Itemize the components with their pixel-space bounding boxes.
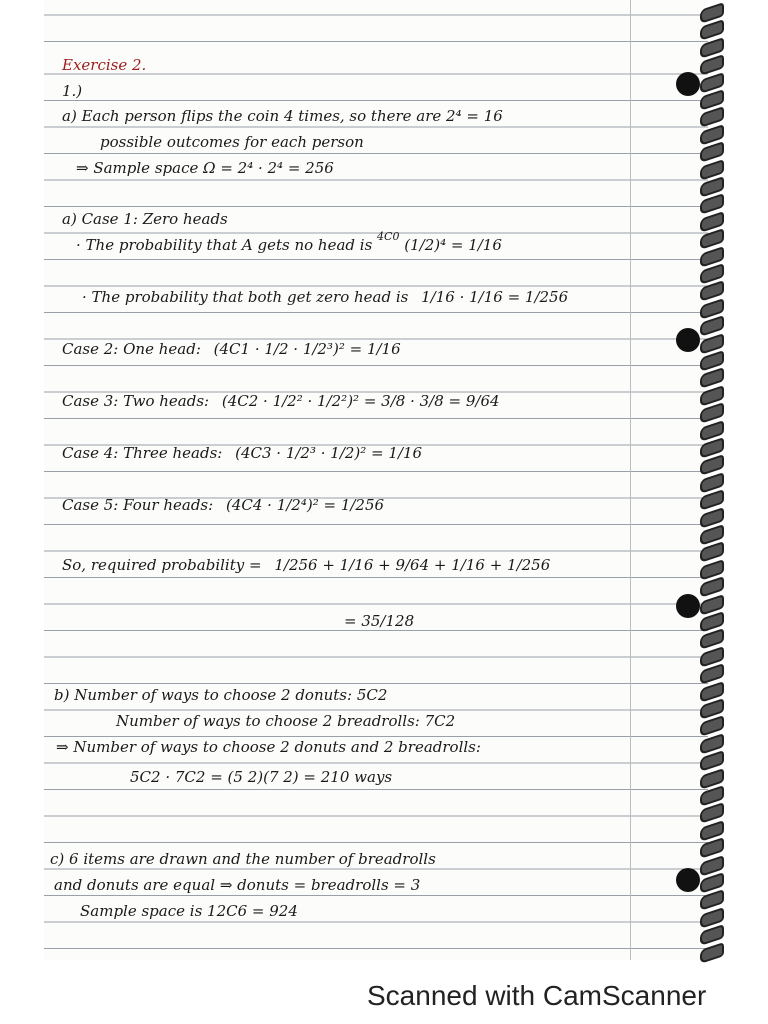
required-probability xyxy=(62,556,550,574)
part-a-line-3: ⇒ Sample space Ω = 2⁴ · 2⁴ = 256 xyxy=(76,159,334,177)
case-1-line-2 xyxy=(82,288,568,306)
case-4-expr: (4C3 · 1/2³ · 1/2)² = 1/16 xyxy=(235,444,423,462)
part-c-line-2: and donuts are equal ⇒ donuts = breadrolls = 3 xyxy=(54,876,421,894)
case-2-label: Case 2: One head: xyxy=(62,340,201,358)
case-4 xyxy=(62,444,422,462)
case-1-line-2-expr: 1/16 · 1/16 = 1/256 xyxy=(421,288,569,306)
punch-hole xyxy=(676,594,700,618)
part-b-line-4: 5C2 · 7C2 = (5 2)(7 2) = 210 ways xyxy=(130,768,393,786)
part-c-line-1: c) 6 items are drawn and the number of breadrolls xyxy=(50,850,436,868)
required-result: = 35/128 xyxy=(344,612,415,630)
required-sum: 1/256 + 1/16 + 9/64 + 1/16 + 1/256 xyxy=(274,556,551,574)
case-5-label: Case 5: Four heads: xyxy=(62,496,214,514)
case-1-line-1 xyxy=(76,230,502,254)
part-b-line-2: Number of ways to choose 2 breadrolls: 7C2 xyxy=(116,712,456,730)
case-3-label: Case 3: Two heads: xyxy=(62,392,210,410)
part-a-line-1: a) Each person flips the coin 4 times, so there are 2⁴ = 16 xyxy=(62,107,503,125)
case-3 xyxy=(62,392,500,410)
case-1-line-1-prefix: · The probability that A gets no head is xyxy=(76,236,373,254)
punch-hole xyxy=(676,868,700,892)
case-1-coef: 4C0 xyxy=(377,230,400,243)
notebook-page xyxy=(44,0,708,960)
case-4-label: Case 4: Three heads: xyxy=(62,444,223,462)
exercise-title: Exercise 2. xyxy=(62,56,147,74)
case-1-heading: a) Case 1: Zero heads xyxy=(62,210,228,228)
case-2-expr: (4C1 · 1/2 · 1/2³)² = 1/16 xyxy=(213,340,401,358)
required-label: So, required probability = xyxy=(62,556,262,574)
punch-hole xyxy=(676,72,700,96)
case-5 xyxy=(62,496,384,514)
part-b-line-1: b) Number of ways to choose 2 donuts: 5C2 xyxy=(54,686,388,704)
case-5-expr: (4C4 · 1/2⁴)² = 1/256 xyxy=(225,496,385,514)
case-3-expr: (4C2 · 1/2² · 1/2²)² = 3/8 · 3/8 = 9/64 xyxy=(221,392,500,410)
case-1-line-1-expr: (1/2)⁴ = 1/16 xyxy=(404,236,502,254)
part-a-line-2: possible outcomes for each person xyxy=(100,133,364,151)
case-1-line-2-prefix: · The probability that both get zero head is xyxy=(82,288,409,306)
question-label: 1.) xyxy=(62,82,83,100)
part-c-line-3: Sample space is 12C6 = 924 xyxy=(80,902,298,920)
part-b-line-3: ⇒ Number of ways to choose 2 donuts and 2 breadrolls: xyxy=(56,738,481,756)
margin-line xyxy=(630,0,631,960)
case-2 xyxy=(62,340,401,358)
spiral-coil xyxy=(700,942,724,964)
scanner-watermark: Scanned with CamScanner xyxy=(367,980,707,1011)
punch-hole xyxy=(676,328,700,352)
spiral-binding xyxy=(700,0,730,960)
